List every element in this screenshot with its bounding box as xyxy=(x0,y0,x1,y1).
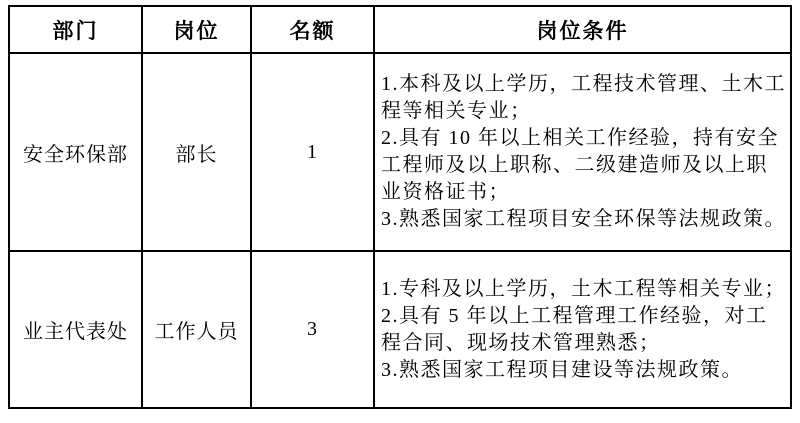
condition-item: 1.专科及以上学历，土木工程等相关专业； xyxy=(381,277,786,300)
cell-quota: 3 xyxy=(251,251,374,408)
column-header-department: 部门 xyxy=(9,6,142,53)
column-header-quota: 名额 xyxy=(251,6,374,53)
condition-item: 3.熟悉国家工程项目安全环保等法规政策。 xyxy=(381,208,786,230)
cell-conditions xyxy=(374,53,791,251)
cell-conditions xyxy=(374,251,791,408)
table-row xyxy=(9,53,791,251)
cell-quota: 1 xyxy=(251,53,374,251)
table-row xyxy=(9,251,791,408)
cell-position: 工作人员 xyxy=(142,251,251,408)
cell-position: 部长 xyxy=(142,53,251,251)
cell-department: 安全环保部 xyxy=(9,53,142,251)
condition-item: 1.本科及以上学历，工程技术管理、土木工程等相关专业； xyxy=(381,73,786,122)
condition-item: 3.熟悉国家工程项目建设等法规政策。 xyxy=(381,358,743,381)
condition-item: 2.具有 10 年以上相关工作经验，持有安全工程师及以上职称、二级建造师及以上职业资格证书； xyxy=(381,127,779,203)
condition-item: 2.具有 5 年以上工程管理工作经验，对工程合同、现场技术管理熟悉； xyxy=(381,304,768,354)
recruitment-table xyxy=(8,5,792,409)
column-header-conditions: 岗位条件 xyxy=(374,6,791,53)
cell-department: 业主代表处 xyxy=(9,251,142,408)
header-row xyxy=(9,6,791,53)
column-header-position: 岗位 xyxy=(142,6,251,53)
